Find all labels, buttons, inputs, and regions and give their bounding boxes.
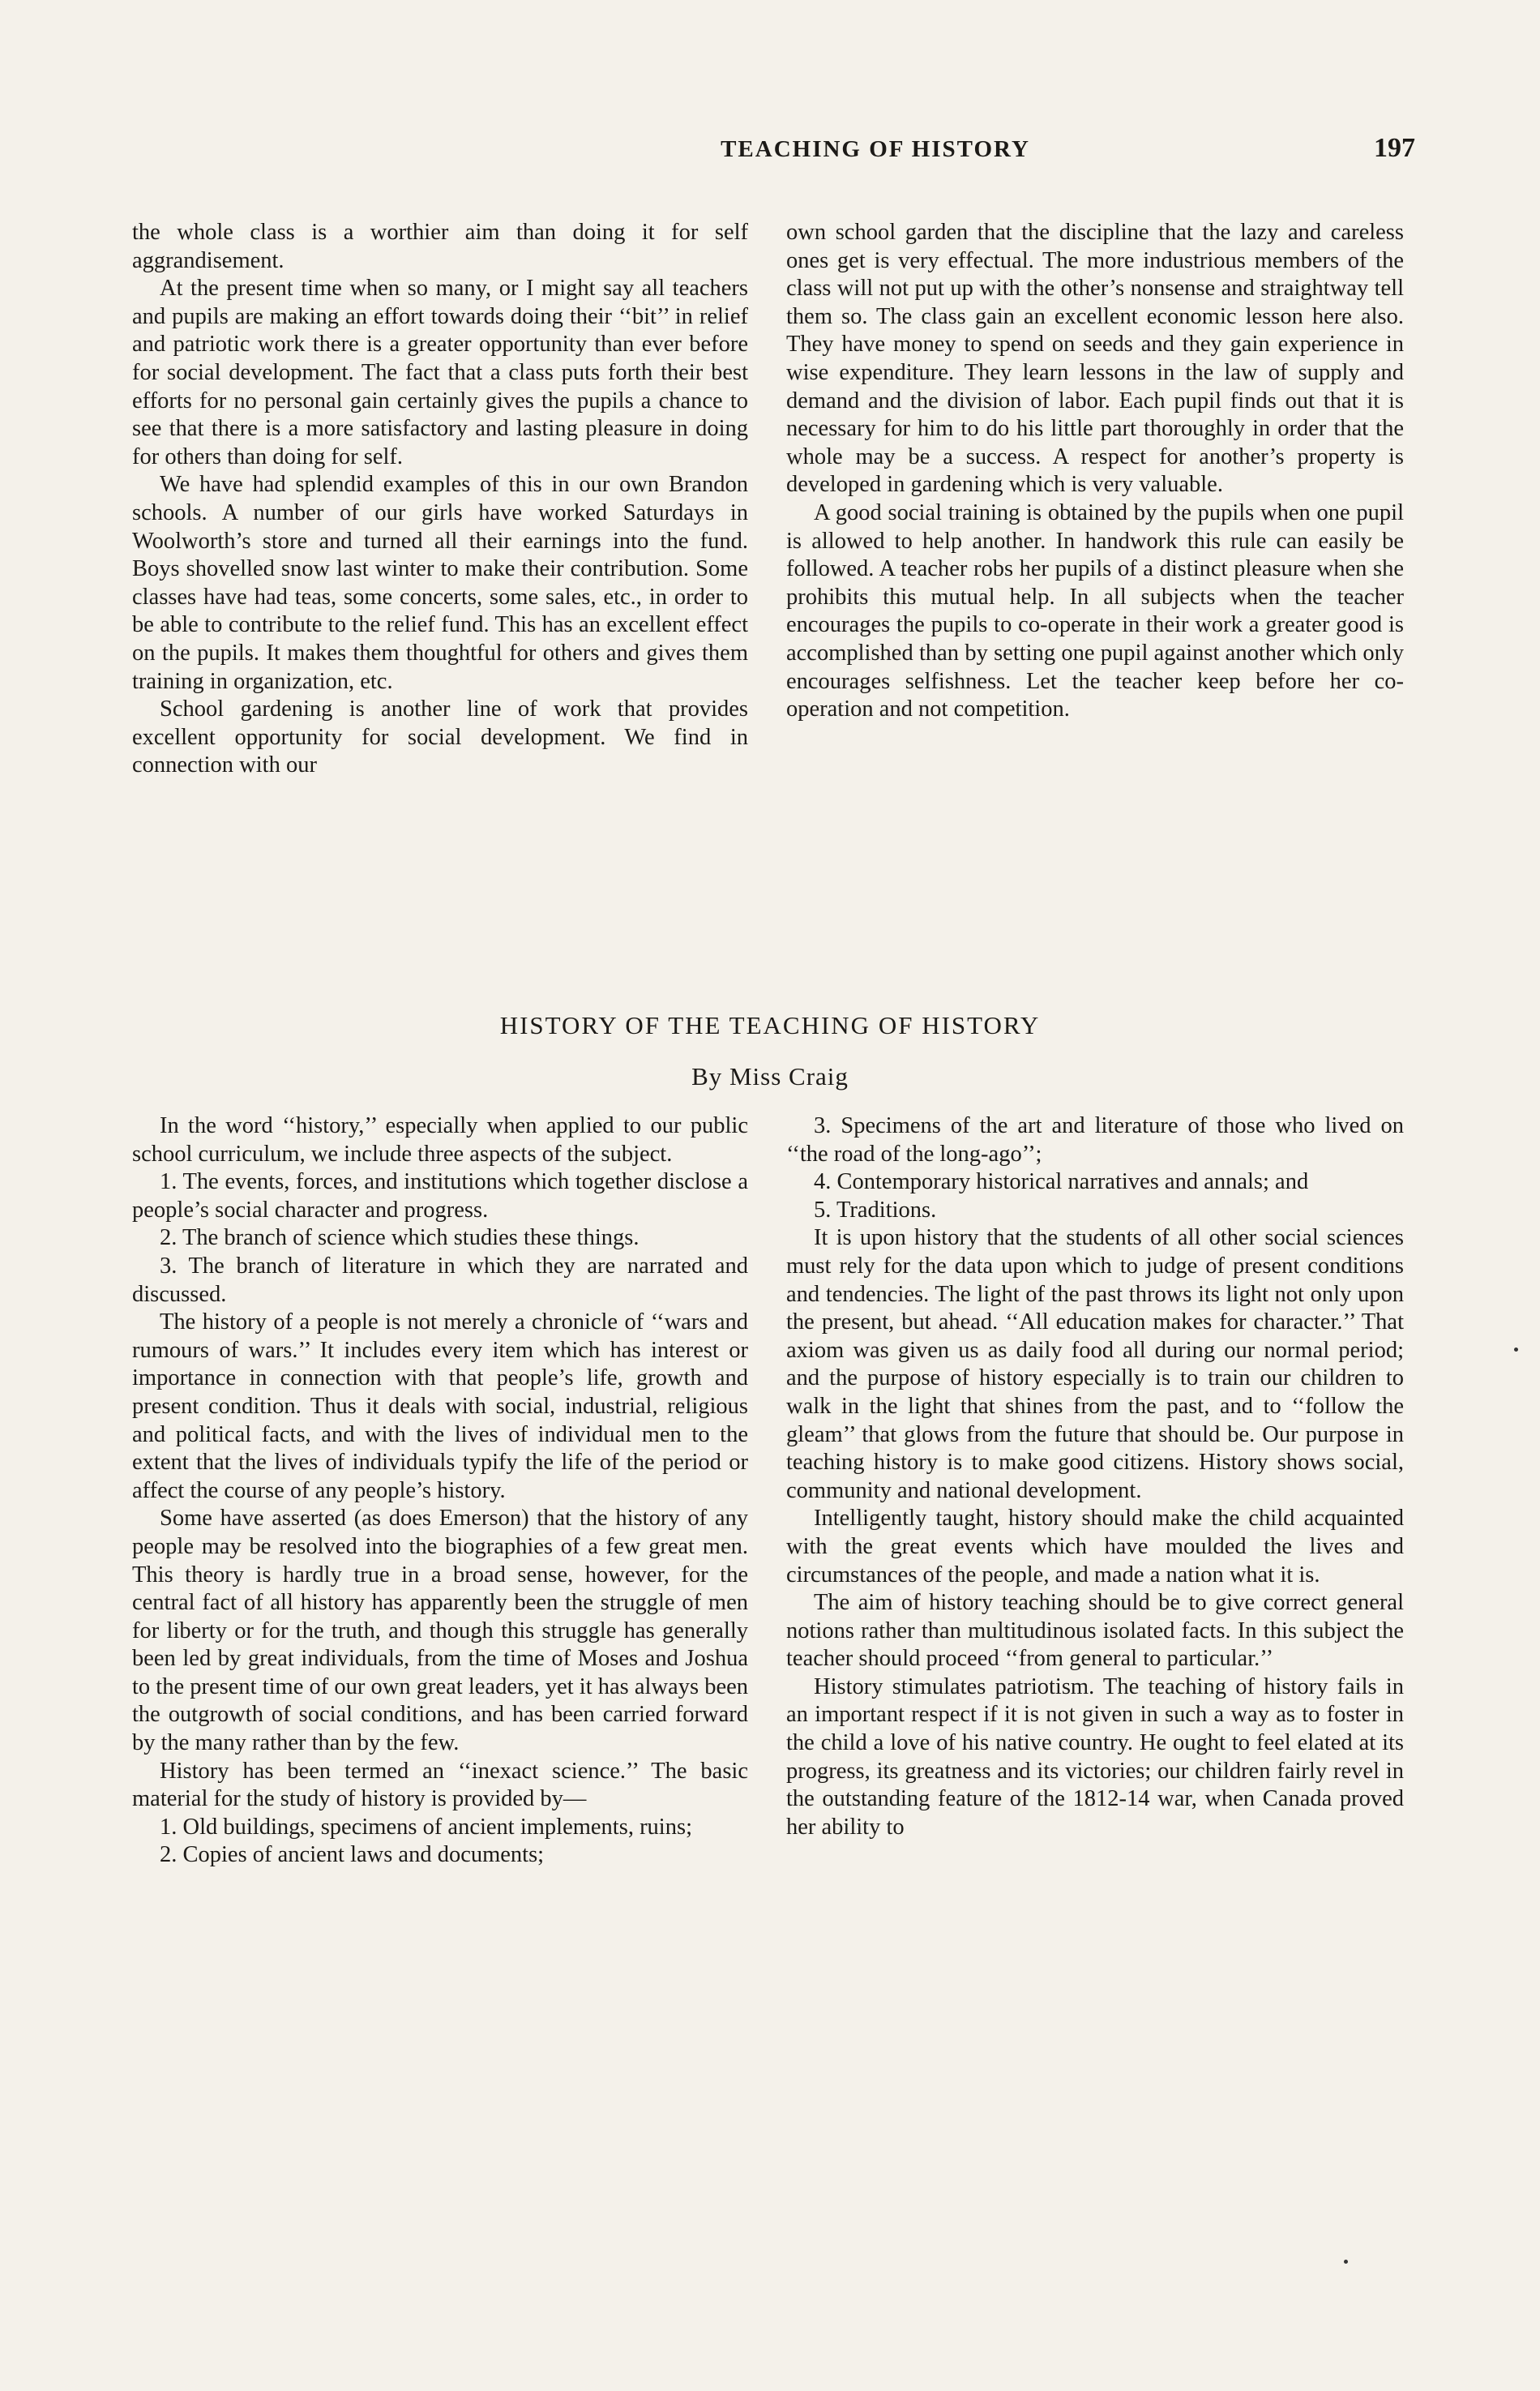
article-byline: By Miss Craig (691, 1062, 849, 1091)
list-item: 3. The branch of literature in which they are narrated and discussed. (132, 1253, 748, 1307)
paragraph: The history of a people is not merely a chronicle of ‘‘wars and rumours of wars.’’ It includes every item which has interest or importance in connection with that people’s life, growth and present condition. Thus it deals with social, industrial, religious and political facts, and with the lives of individual men to the extent that the lives of individuals typify the life of the period or affect the course of any people’s history. (132, 1309, 748, 1503)
list-item: 1. Old buildings, specimens of ancient implements, ruins; (160, 1814, 692, 1840)
article-title: HISTORY OF THE TEACHING OF HISTORY (499, 1011, 1041, 1039)
paragraph: School gardening is another line of work that provides excellent opportunity for social development. We find in connection with our (132, 696, 748, 778)
paragraph: History has been termed an ‘‘inexact science.’’ The basic material for the study of history is provided by— (132, 1758, 748, 1812)
paragraph: Intelligently taught, history should make the child acquainted with the great events which have moulded the lives and circumstances of the people, and made a nation what it is. (786, 1506, 1404, 1588)
paragraph: own school garden that the discipline that the lazy and careless ones get is very effectual. The more industrious members of the class will not put up with the other’s nonsense and straightway tell them so. The class gain an excellent economic lesson here also. They have money to spend on seeds and they gain experience in wise expenditure. They learn lessons in the law of supply and demand and the division of labor. Each pupil finds out that it is necessary for him to do his little part thoroughly in order that the whole may be a success. A respect for another’s property is developed in gardening which is very valuable. (786, 220, 1404, 498)
list-item: 3. Specimens of the art and literature of those who lived on ‘‘the road of the long-ago’’; (786, 1113, 1404, 1167)
running-title: TEACHING OF HISTORY (721, 136, 1030, 162)
list-item: 4. Contemporary historical narratives and annals; and (814, 1169, 1309, 1195)
print-speck (1344, 2260, 1348, 2264)
paragraph: History stimulates patriotism. The teaching of history fails in an important respect if it is not given in such a way as to foster in the child a love of his native country. He ought to feel elated at its progress, its greatness and its victories; our children fairly revel in the outstanding feature of the 1812-14 war, when Canada proved her ability to (786, 1673, 1404, 1840)
paragraph: A good social training is obtained by the pupils when one pupil is allowed to help another. In handwork this rule can easily be followed. A teacher robs her pupils of a distinct pleasure when she prohibits this mutual help. In all subjects when the teacher encourages the pupils to co-operate in their work a greater good is accomplished than by setting one pupil against another which only encourages selfishness. Let the teacher keep before her co-operation and not competition. (786, 499, 1404, 722)
top-right-column (786, 219, 1404, 724)
page-number: 197 (1374, 133, 1415, 163)
top-left-column (132, 219, 748, 780)
paragraph: At the present time when so many, or I might say all teachers and pupils are making an effort towards doing their ‘‘bit’’ in relief and patriotic work there is a greater opportunity than ever before for social development. The fact that a class puts forth their best efforts for no personal gain certainly gives the pupils a chance to see that there is a more satisfactory and lasting pleasure in doing for others than doing for self. (132, 276, 748, 469)
list-item: 1. The events, forces, and institutions which together disclose a people’s social character and progress. (132, 1169, 748, 1223)
paragraph: We have had splendid examples of this in our own Brandon schools. A number of our girls have worked Saturdays in Woolworth’s store and turned all their earnings into the fund. Boys shovelled snow last winter to make their contribution. Some classes have had teas, some concerts, some sales, etc., in order to be able to contribute to the relief fund. This has an excellent effect on the pupils. It makes them thoughtful for others and gives them training in organization, etc. (132, 472, 748, 694)
paragraph: The aim of history teaching should be to give correct general notions rather than multitudinous isolated facts. In this subject the teacher should proceed ‘‘from general to particular.’’ (786, 1590, 1404, 1672)
list-item: 2. Copies of ancient laws and documents; (160, 1842, 545, 1868)
bottom-left-column (132, 1112, 748, 1870)
print-speck (1514, 1348, 1518, 1352)
paragraph: the whole class is a worthier aim than doing it for self aggrandisement. (132, 220, 748, 273)
list-item: 5. Traditions. (814, 1197, 937, 1223)
list-item: 2. The branch of science which studies these things. (160, 1225, 640, 1251)
bottom-right-column (786, 1112, 1404, 1841)
paragraph: Some have asserted (as does Emerson) that the history of any people may be resolved into the biographies of a few great men. This theory is hardly true in a broad sense, however, for the central fact of all history has apparently been the struggle of men for liberty or for the truth, and though this struggle has generally been led by great individuals, from the time of Moses and Joshua to the present time of our own great leaders, yet it has always been the outgrowth of social conditions, and has been carried forward by the many rather than by the few. (132, 1506, 748, 1756)
paragraph: In the word ‘‘history,’’ especially when applied to our public school curriculum, we include three aspects of the subject. (132, 1113, 748, 1167)
paragraph: It is upon history that the students of all other social sciences must rely for the data upon which to judge of present conditions and tendencies. The light of the past throws its light not only upon the present, but ahead. ‘‘All education makes for character.’’ That axiom was given us as daily food all during our normal period; and the purpose of history especially is to train our children to walk in the light that shines from the past, and to ‘‘follow the gleam’’ that glows from the future that should be. Our purpose in teaching history is to make good citizens. History shows social, community and national development. (786, 1225, 1404, 1503)
